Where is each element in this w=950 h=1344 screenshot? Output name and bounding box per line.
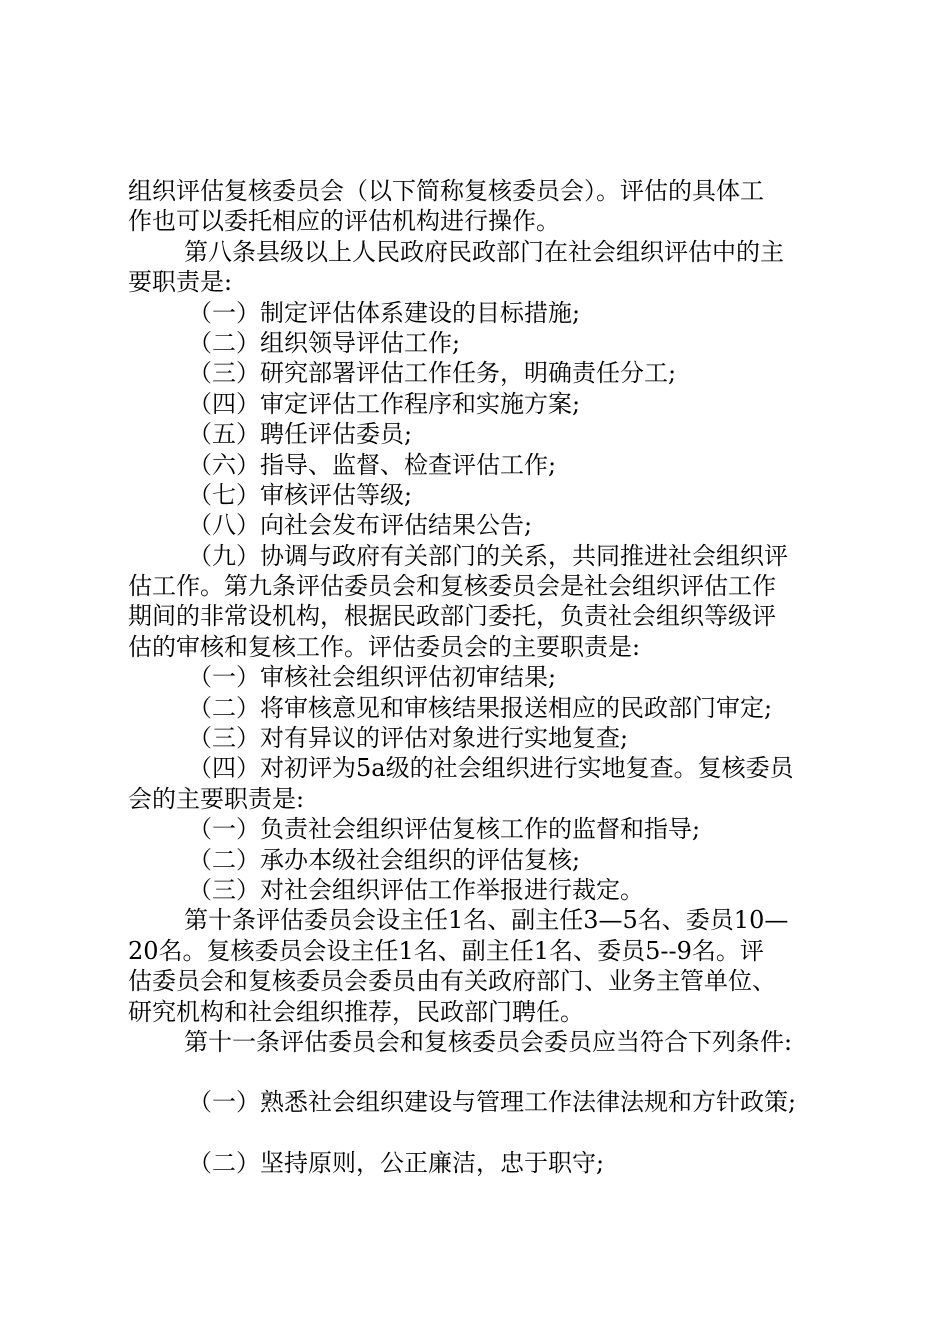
body-line: 研究机构和社会组织推荐，民政部门聘任。 [128,997,584,1026]
list-item: （五）聘任评估委员; [188,420,413,449]
list-item: （一）制定评估体系建设的目标措施; [188,298,581,327]
list-item: （二）将审核意见和审核结果报送相应的民政部门审定; [188,693,773,722]
list-item: （一）熟悉社会组织建设与管理工作法律法规和方针政策; [188,1088,797,1117]
body-line: 估委员会和复核委员会委员由有关政府部门、业务主管单位、 [128,967,776,996]
list-item: （三）对有异议的评估对象进行实地复查; [188,724,629,753]
document-body [128,176,833,1178]
body-line: 组织评估复核委员会（以下简称复核委员会）。评估的具体工 [128,177,764,205]
list-item: （九）协调与政府有关部门的关系，共同推进社会组织评 [188,541,788,570]
list-item: （一）负责社会组织评估复核工作的监督和指导; [188,815,701,844]
list-item: （四）审定评估工作程序和实施方案; [188,389,581,418]
body-line: 作也可以委托相应的评估机构进行操作。 [128,207,560,236]
list-item: （二）坚持原则，公正廉洁，忠于职守; [188,1148,605,1177]
body-line: 会的主要职责是: [128,784,305,813]
article-11-heading: 第十一条评估委员会和复核委员会委员应当符合下列条件: [184,1027,793,1056]
list-item: （一）审核社会组织评估初审结果; [188,663,557,692]
paragraph-gap [128,1057,833,1087]
list-item: （三）对社会组织评估工作举报进行裁定。 [188,875,644,904]
body-line: 估工作。第九条评估委员会和复核委员会是社会组织评估工作 [128,572,776,601]
body-line: 期间的非常设机构，根据民政部门委托，负责社会组织等级评 [128,602,776,631]
list-item: （三）研究部署评估工作任务，明确责任分工; [188,359,677,388]
list-item: （二）组织领导评估工作; [188,328,461,357]
list-item: （四）对初评为5a级的社会组织进行实地复查。复核委员 [188,754,794,783]
list-item: （六）指导、监督、检查评估工作; [188,450,557,479]
article-8-heading: 第八条县级以上人民政府民政部门在社会组织评估中的主 [184,237,784,266]
list-item: （八）向社会发布评估结果公告; [188,511,533,540]
paragraph-gap [128,1118,833,1148]
list-item: （二）承办本级社会组织的评估复核; [188,845,581,874]
list-item: （七）审核评估等级; [188,480,413,509]
body-line: 估的审核和复核工作。评估委员会的主要职责是: [128,632,641,661]
body-line: 20名。复核委员会设主任1名、副主任1名、委员5--9名。评 [128,936,764,965]
body-line: 要职责是: [128,268,233,297]
article-10-heading: 第十条评估委员会设主任1名、副主任3—5名、委员10— [184,906,789,935]
